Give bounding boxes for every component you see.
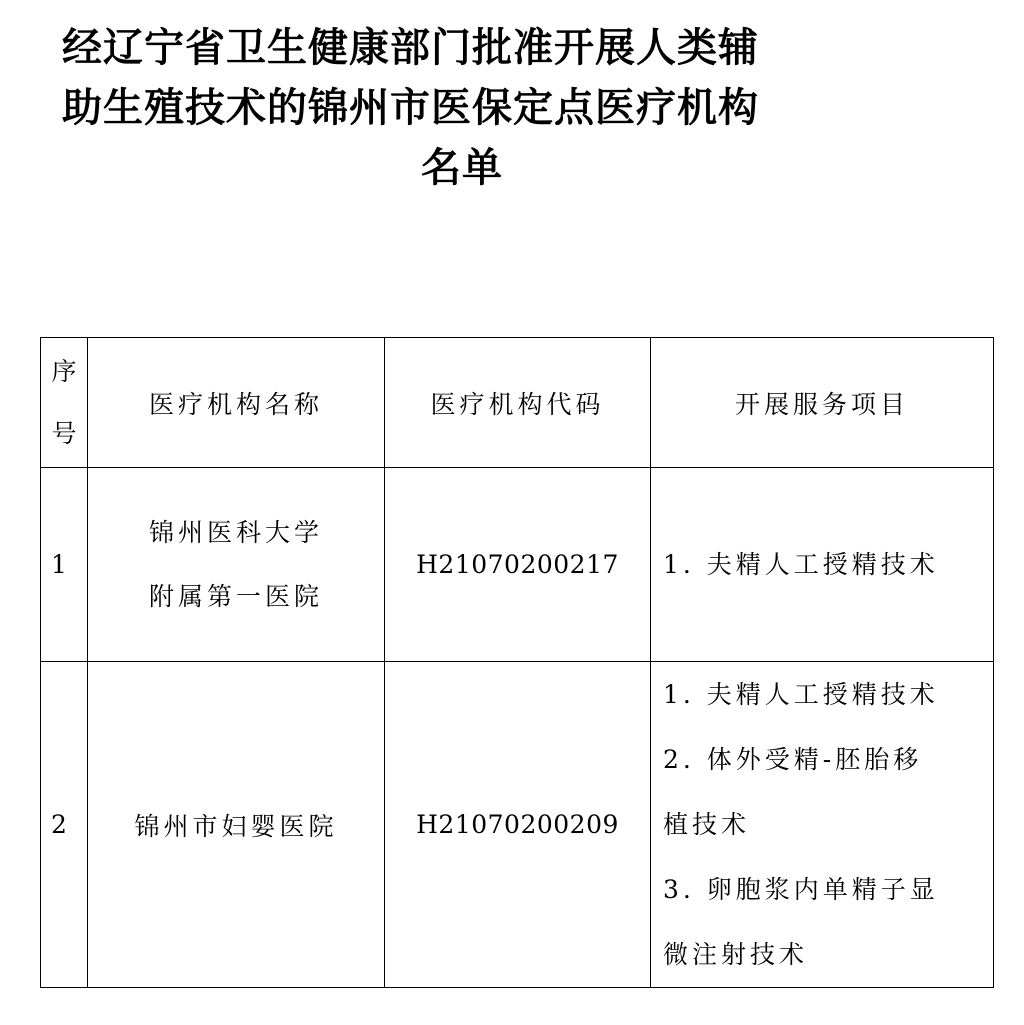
row-1-name [88,468,385,662]
institution-table [40,337,994,988]
header-services: 开展服务项目 [651,338,994,468]
row-1-code: H21070200217 [385,468,651,662]
header-seq-line-2: 号 [51,418,77,448]
row-2-service-line-4: 3. 卵胞浆内单精子显 [663,875,939,904]
header-name: 医疗机构名称 [88,338,385,468]
row-1-name-line-2: 附属第一医院 [148,581,323,611]
title-line-1: 经辽宁省卫生健康部门批准开展人类辅 [62,25,759,71]
table-row [41,468,994,662]
row-1-name-line-1: 锦州医科大学 [148,517,323,547]
row-1-service-line-1: 1. 夫精人工授精技术 [663,550,939,579]
title-line-2: 助生殖技术的锦州市医保定点医疗机构 [62,85,759,131]
row-2-service-line-2: 2. 体外受精-胚胎移 [663,745,923,774]
row-2-service-line-3: 植技术 [663,810,751,839]
row-2-seq: 2 [41,662,88,988]
row-1-seq: 1 [41,468,88,662]
document-title [62,18,862,198]
row-2-service-line-5: 微注射技术 [663,940,809,969]
title-line-3: 名单 [421,145,503,191]
header-code: 医疗机构代码 [385,338,651,468]
row-2-services [651,662,994,988]
row-1-services [651,468,994,662]
header-seq-line-1: 序 [51,356,77,386]
row-2-code: H21070200209 [385,662,651,988]
table-row [41,662,994,988]
row-2-name: 锦州市妇婴医院 [88,662,385,988]
row-2-service-line-1: 1. 夫精人工授精技术 [663,680,939,709]
table-header-row [41,338,994,468]
header-seq [41,338,88,468]
